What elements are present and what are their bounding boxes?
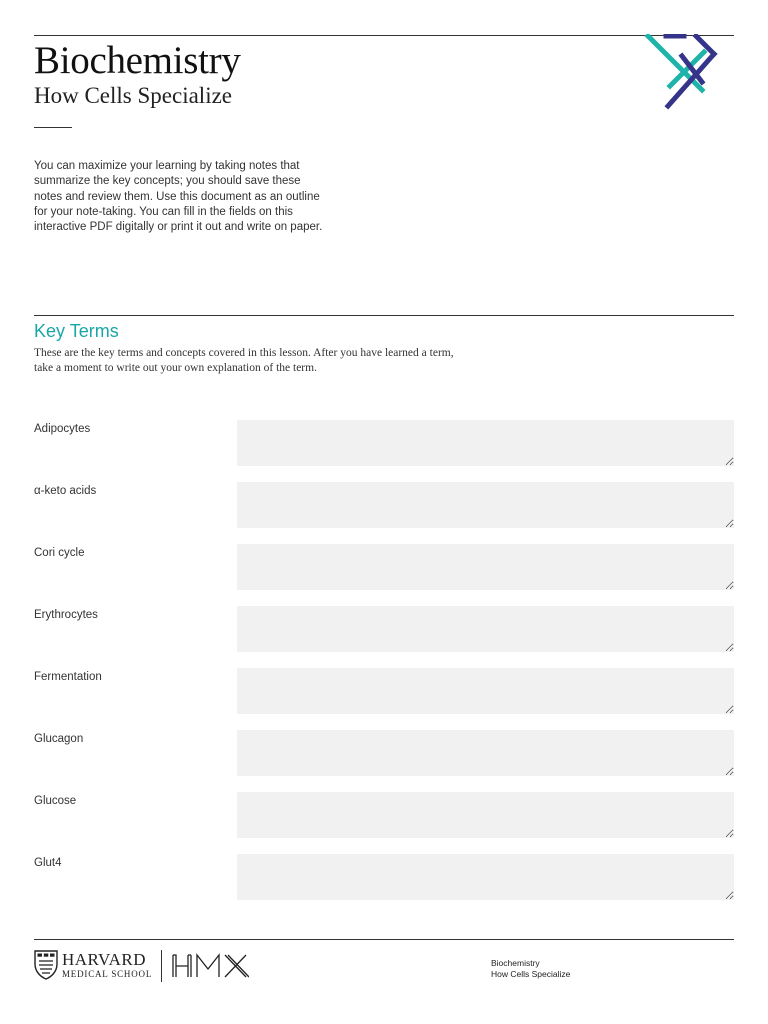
term-field-glut4[interactable] — [237, 854, 734, 900]
term-label: Glucagon — [34, 733, 84, 745]
harvard-wordmark: HARVARD — [62, 950, 147, 969]
section-rule — [34, 315, 734, 316]
page-title: Biochemistry — [34, 39, 241, 82]
footer-course-title: Biochemistry — [491, 958, 540, 968]
term-label: Erythrocytes — [34, 609, 98, 621]
key-terms-description: These are the key terms and concepts covered in this lesson. After you have learned a term, take a moment to write out your own explanation of the term. — [34, 347, 454, 375]
term-label: Glucose — [34, 795, 77, 807]
harvard-shield-icon — [34, 950, 58, 980]
top-rule — [34, 35, 734, 36]
title-underline — [34, 127, 72, 128]
term-label: α-keto acids — [34, 485, 97, 497]
footer-rule — [34, 939, 734, 940]
term-field-cori-cycle[interactable] — [237, 544, 734, 590]
hmx-x-mark-icon — [642, 34, 722, 110]
footer-lesson-title: How Cells Specialize — [491, 969, 571, 979]
medical-school-wordmark: MEDICAL SCHOOL — [62, 969, 153, 979]
intro-paragraph: You can maximize your learning by taking notes that summarize the key concepts; you should save these notes and review them. Use this document as an outline for your note-taking. You can fill in the fields on this interactive PDF digitally or print it out and write on paper. — [34, 160, 323, 234]
term-field-fermentation[interactable] — [237, 668, 734, 714]
term-label: Fermentation — [34, 671, 102, 683]
term-field-glucagon[interactable] — [237, 730, 734, 776]
term-field-alpha-keto-acids[interactable] — [237, 482, 734, 528]
hmx-logo — [171, 953, 249, 979]
term-label: Adipocytes — [34, 423, 91, 435]
term-field-glucose[interactable] — [237, 792, 734, 838]
page-subtitle: How Cells Specialize — [34, 83, 233, 108]
term-field-erythrocytes[interactable] — [237, 606, 734, 652]
footer-logo-divider — [161, 950, 162, 982]
term-label: Glut4 — [34, 857, 62, 869]
key-terms-heading: Key Terms — [34, 321, 119, 341]
term-field-adipocytes[interactable] — [237, 420, 734, 466]
term-label: Cori cycle — [34, 547, 85, 559]
